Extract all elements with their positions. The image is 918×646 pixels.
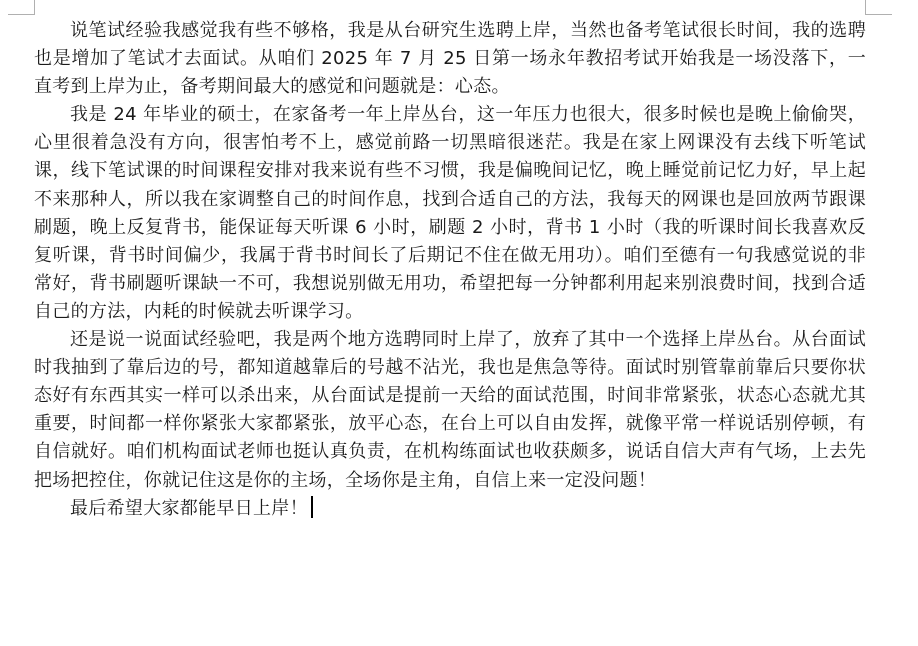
text-cursor: [311, 496, 313, 518]
document-body[interactable]: [34, 17, 866, 523]
paragraph-4[interactable]: [34, 495, 866, 523]
paragraph-1[interactable]: 说笔试经验我感觉我有些不够格，我是从台研究生选聘上岸，当然也备考笔试很长时间，我的选聘也是增加了笔试才去面试。从咱们 2025 年 7 月 25 日第一场永年教招考试开始我是一场没落下，一直考到上岸为止，备考期间最大的感觉和问题就是：心态。: [34, 20, 866, 98]
paragraph-4-text: 最后希望大家都能早日上岸！: [70, 497, 308, 519]
page-margin-mark-left: [8, 0, 35, 15]
paragraph-2[interactable]: 我是 24 年毕业的硕士，在家备考一年上岸丛台，这一年压力也很大，很多时候也是晚上偷偷哭，心里很着急没有方向，很害怕考不上，感觉前路一切黑暗很迷茫。我是在家上网课没有去线下听笔试课，线下笔试课的时间课程安排对我来说有些不习惯，我是偏晚间记忆，晚上睡觉前记忆力好，早上起不来那种人，所以我在家调整自己的时间作息，找到合适自己的方法，我每天的网课也是回放两节跟课刷题，晚上反复背书，能保证每天听课 6 小时，刷题 2 小时，背书 1 小时（我的听课时间长我喜欢反复听课，背书时间偏少，我属于背书时间长了后期记不住在做无用功）。咱们至德有一句我感觉说的非常好，背书刷题听课缺一不可，我想说别做无用功，希望把每一分钟都利用起来别浪费时间，找到合适自己的方法，内耗的时候就去听课学习。: [34, 104, 866, 322]
page-margin-mark-right: [865, 0, 892, 15]
paragraph-3[interactable]: 还是说一说面试经验吧，我是两个地方选聘同时上岸了，放弃了其中一个选择上岸丛台。从台面试时我抽到了靠后边的号，都知道越靠后的号越不沾光，我也是焦急等待。面试时别管靠前靠后只要你状态好有东西其实一样可以杀出来，从台面试是提前一天给的面试范围，时间非常紧张，状态心态就尤其重要，时间都一样你紧张大家都紧张，放平心态，在台上可以自由发挥，就像平常一样说话别停顿，有自信就好。咱们机构面试老师也挺认真负责，在机构练面试也收获颇多，说话自信大声有气场，上去先把场把控住，你就记住这是你的主场，全场你是主角，自信上来一定没问题！: [34, 329, 866, 491]
